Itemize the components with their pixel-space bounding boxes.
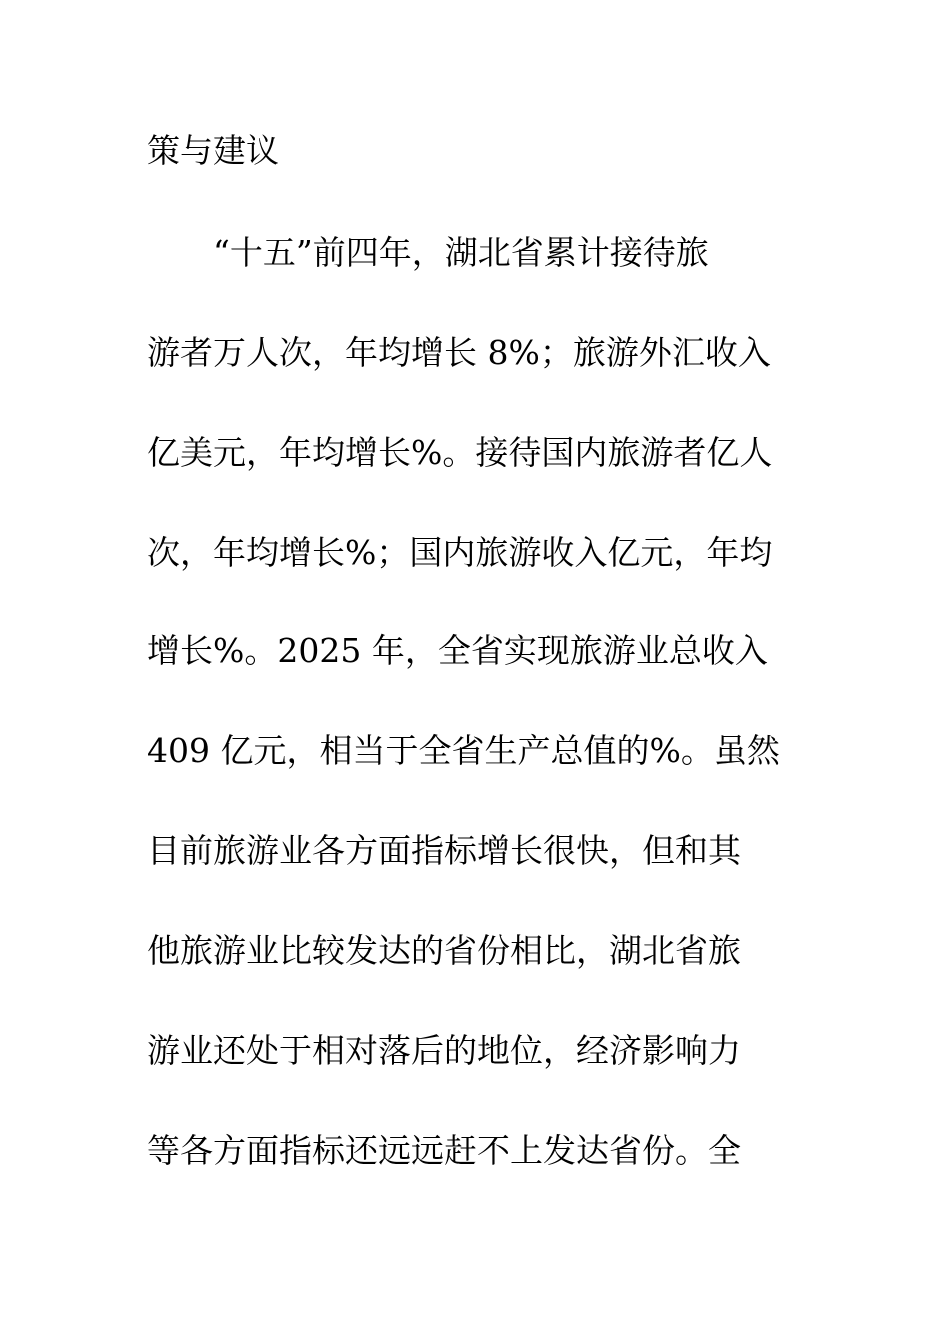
text-line: 次，年均增长%；国内旅游收入亿元，年均: [147, 533, 773, 572]
text-line: 游者万人次，年均增长 8%；旅游外汇收入: [147, 333, 771, 372]
text-line: 409 亿元，相当于全省生产总值的%。虽然: [147, 731, 780, 770]
text-line: 目前旅游业各方面指标增长很快，但和其: [147, 831, 741, 870]
text-line: 等各方面指标还远远赶不上发达省份。全: [147, 1131, 741, 1170]
text-line: 亿美元，年均增长%。接待国内旅游者亿人: [147, 433, 773, 472]
text-line: 策与建议: [147, 131, 279, 170]
text-line: 他旅游业比较发达的省份相比，湖北省旅: [147, 931, 741, 970]
text-line: 游业还处于相对落后的地位，经济影响力: [147, 1031, 741, 1070]
text-line: “十五”前四年，湖北省累计接待旅: [213, 233, 709, 272]
text-line: 增长%。2025 年，全省实现旅游业总收入: [147, 631, 768, 670]
